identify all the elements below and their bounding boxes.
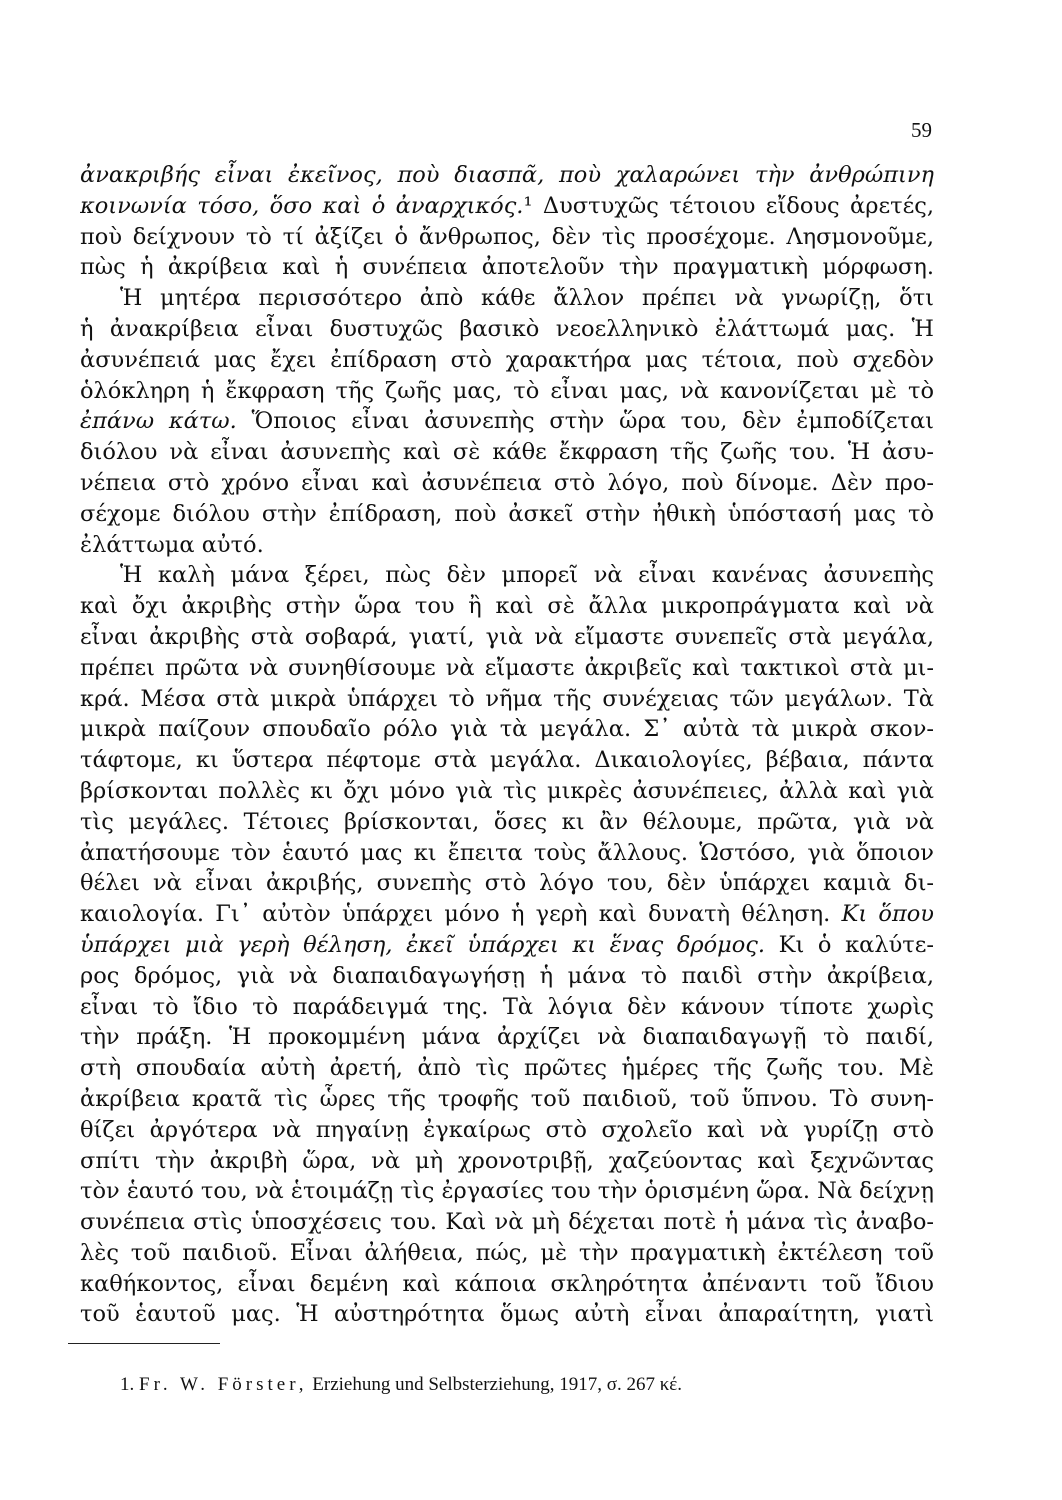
footnote-title: Erziehung und Selbsterziehung, — [312, 1374, 555, 1395]
text-line — [80, 252, 934, 283]
text-segment: ἡ ἀνακρίβεια εἶναι δυστυχῶς βασικὸ νεοελληνικὸ ἐλάττωμά μας. Ἡ — [80, 315, 934, 342]
text-segment: ἐλάττωμα αὐτό. — [80, 531, 264, 558]
text-segment: ἀκρίβεια κρατᾶ τὶς ὧρες τῆς τροφῆς τοῦ παιδιοῦ, τοῦ ὕπνου. Τὸ συνη- — [80, 1085, 934, 1112]
italic-text-segment: Κι ὅπου — [841, 901, 934, 928]
text-line — [80, 222, 934, 253]
text-segment: σπίτι τὴν ἀκριβὴ ὥρα, νὰ μὴ χρονοτριβῇ, χαζεύοντας καὶ ξεχνῶντας — [80, 1147, 934, 1174]
text-line — [80, 653, 934, 684]
text-segment: ἀπατήσουμε τὸν ἑαυτό μας κι ἔπειτα τοὺς ἄλλους. Ὡστόσο, γιὰ ὅποιον — [80, 839, 934, 866]
text-line — [80, 314, 934, 345]
text-line — [80, 160, 934, 191]
footnote-divider — [68, 1343, 220, 1344]
text-line — [80, 1115, 934, 1146]
text-line — [80, 560, 934, 591]
text-segment: τὸν ἑαυτό του, νὰ ἑτοιμάζῃ τὶς ἐργασίες του τὴν ὁρισμένη ὥρα. Νὰ δείχνῃ — [80, 1178, 934, 1205]
footnote — [120, 1374, 682, 1396]
text-segment: βρίσκονται πολλὲς κι ὄχι μόνο γιὰ τὶς μικρὲς ἀσυνέπειες, ἀλλὰ καὶ γιὰ — [80, 777, 934, 804]
text-segment: ἀσυνέπειά μας ἔχει ἐπίδραση στὸ χαρακτήρα μας τέτοια, ποὺ σχεδὸν — [80, 346, 934, 373]
text-line — [80, 622, 934, 653]
text-line — [80, 1146, 934, 1177]
text-line — [80, 345, 934, 376]
text-segment: πὼς ἡ ἀκρίβεια καὶ ἡ συνέπεια ἀποτελοῦν τὴν πραγματικὴ μόρφωση. — [80, 254, 934, 281]
text-segment: καθήκοντος, εἶναι δεμένη καὶ κάποια σκληρότητα ἀπέναντι τοῦ ἴδιου — [80, 1270, 934, 1297]
text-line — [80, 1084, 934, 1115]
text-segment: θέλει νὰ εἶναι ἀκριβής, συνεπὴς στὸ λόγο του, δὲν ὑπάρχει καμιὰ δι- — [80, 870, 934, 897]
text-segment: μικρὰ παίζουν σπουδαῖο ρόλο γιὰ τὰ μεγάλα. Σ᾿ αὐτὰ τὰ μικρὰ σκον- — [80, 716, 934, 743]
text-segment: Ὅποιος εἶναι ἀσυνεπὴς στὴν ὥρα του, δὲν ἐμποδίζεται — [236, 408, 934, 435]
text-segment: στὴ σπουδαία αὐτὴ ἀρετή, ἀπὸ τὶς πρῶτες ἡμέρες τῆς ζωῆς του. Μὲ — [80, 1055, 934, 1082]
text-segment: ποὺ δείχνουν τὸ τί ἀξίζει ὁ ἄνθρωπος, δὲν τὶς προσέχομε. Λησμονοῦμε, — [80, 223, 934, 250]
text-segment: τάφτομε, κι ὕστερα πέφτομε στὰ μεγάλα. Δικαιολογίες, βέβαια, πάντα — [80, 747, 934, 774]
text-segment: κρά. Μέσα στὰ μικρὰ ὑπάρχει τὸ νῆμα τῆς συνέχειας τῶν μεγάλων. Τὰ — [80, 685, 934, 712]
text-line — [80, 406, 934, 437]
text-segment: τὴν πράξη. Ἡ προκομμένη μάνα ἀρχίζει νὰ διαπαιδαγωγῇ τὸ παιδί, — [80, 1024, 934, 1051]
text-line — [80, 961, 934, 992]
italic-text-segment: ἐπάνω κάτω. — [80, 408, 237, 435]
text-segment: ¹ Δυστυχῶς τέτοιου εἴδους ἀρετές, — [523, 192, 934, 219]
text-line — [80, 1269, 934, 1300]
text-segment: νέπεια στὸ χρόνο εἶναι καὶ ἀσυνέπεια στὸ λόγο, ποὺ δίνομε. Δὲν προ- — [80, 469, 934, 496]
text-segment: εἶναι ἀκριβὴς στὰ σοβαρά, γιατί, γιὰ νὰ εἴμαστε συνεπεῖς στὰ μεγάλα, — [80, 623, 934, 650]
text-line — [80, 838, 934, 869]
text-line — [80, 992, 934, 1023]
text-segment: διόλου νὰ εἶναι ἀσυνεπὴς καὶ σὲ κάθε ἔκφραση τῆς ζωῆς του. Ἡ ἀσυ- — [80, 439, 934, 466]
text-segment: τοῦ ἑαυτοῦ μας. Ἡ αὐστηρότητα ὅμως αὐτὴ εἶναι ἀπαραίτητη, γιατὶ — [80, 1301, 934, 1328]
text-line — [80, 530, 934, 561]
text-segment: λὲς τοῦ παιδιοῦ. Εἶναι ἀλήθεια, πώς, μὲ τὴν πραγματικὴ ἐκτέλεση τοῦ — [80, 1239, 934, 1266]
text-segment: Ἡ μητέρα περισσότερο ἀπὸ κάθε ἄλλον πρέπει νὰ γνωρίζῃ, ὅτι — [120, 285, 934, 312]
text-line — [80, 1053, 934, 1084]
italic-text-segment: ἀνακριβής εἶναι ἐκεῖνος, ποὺ διασπᾶ, ποὺ χαλαρώνει τὴν ἀνθρώπινη — [80, 162, 934, 188]
text-segment: συνέπεια στὶς ὑποσχέσεις του. Καὶ νὰ μὴ δέχεται ποτὲ ἡ μάνα τὶς ἀναβο- — [80, 1209, 934, 1236]
page-number: 59 — [911, 118, 932, 142]
text-segment: καιολογία. Γι᾿ αὐτὸν ὑπάρχει μόνο ἡ γερὴ καὶ δυνατὴ θέληση. — [80, 901, 842, 928]
text-line — [80, 807, 934, 838]
italic-text-segment: ὑπάρχει μιὰ γερὴ θέληση, ἐκεῖ ὑπάρχει κι ἕνας δρόμος. — [80, 931, 766, 958]
text-segment: καὶ ὄχι ἀκριβὴς στὴν ὥρα του ἢ καὶ σὲ ἄλλα μικροπράγματα καὶ νὰ — [80, 593, 934, 620]
text-segment: τὶς μεγάλες. Τέτοιες βρίσκονται, ὅσες κι ἂν θέλουμε, πρῶτα, γιὰ νὰ — [80, 808, 934, 835]
text-line — [80, 191, 934, 222]
text-line — [80, 1022, 934, 1053]
text-line — [80, 1207, 934, 1238]
text-line — [80, 499, 934, 530]
text-line — [80, 776, 934, 807]
footnote-number: 1. — [120, 1374, 135, 1395]
text-line — [80, 745, 934, 776]
text-line — [80, 868, 934, 899]
text-segment: σέχομε διόλου στὴν ἐπίδραση, ποὺ ἀσκεῖ στὴν ἠθικὴ ὑπόστασή μας τὸ — [80, 500, 934, 527]
text-segment: ρος δρόμος, γιὰ νὰ διαπαιδαγωγήσῃ ἡ μάνα τὸ παιδὶ στὴν ἀκρίβεια, — [80, 962, 934, 989]
text-line — [80, 1299, 934, 1330]
footnote-author: Fr. W. Förster, — [139, 1374, 308, 1395]
text-line — [80, 437, 934, 468]
text-line — [80, 684, 934, 715]
text-line — [80, 1238, 934, 1269]
text-line — [80, 714, 934, 745]
text-line — [80, 1176, 934, 1207]
text-line — [80, 930, 934, 961]
body-text — [80, 160, 934, 1330]
footnote-details: 1917, σ. 267 κέ. — [559, 1374, 682, 1395]
text-line — [80, 283, 934, 314]
text-segment: εἶναι τὸ ἴδιο τὸ παράδειγμά της. Τὰ λόγια δὲν κάνουν τίποτε χωρὶς — [80, 993, 934, 1020]
text-line — [80, 899, 934, 930]
text-line — [80, 591, 934, 622]
text-segment: πρέπει πρῶτα νὰ συνηθίσουμε νὰ εἴμαστε ἀκριβεῖς καὶ τακτικοὶ στὰ μι- — [80, 654, 934, 681]
text-segment: Κι ὁ καλύτε- — [765, 931, 934, 958]
text-line — [80, 376, 934, 407]
italic-text-segment: κοινωνία τόσο, ὅσο καὶ ὁ ἀναρχικός. — [80, 192, 524, 219]
text-segment: Ἡ καλὴ μάνα ξέρει, πὼς δὲν μπορεῖ νὰ εἶναι κανένας ἀσυνεπὴς — [120, 562, 934, 589]
text-line — [80, 468, 934, 499]
text-segment: ὁλόκληρη ἡ ἔκφραση τῆς ζωῆς μας, τὸ εἶναι μας, νὰ κανονίζεται μὲ τὸ — [80, 377, 934, 404]
text-segment: θίζει ἀργότερα νὰ πηγαίνῃ ἐγκαίρως στὸ σχολεῖο καὶ νὰ γυρίζῃ στὸ — [80, 1116, 934, 1143]
